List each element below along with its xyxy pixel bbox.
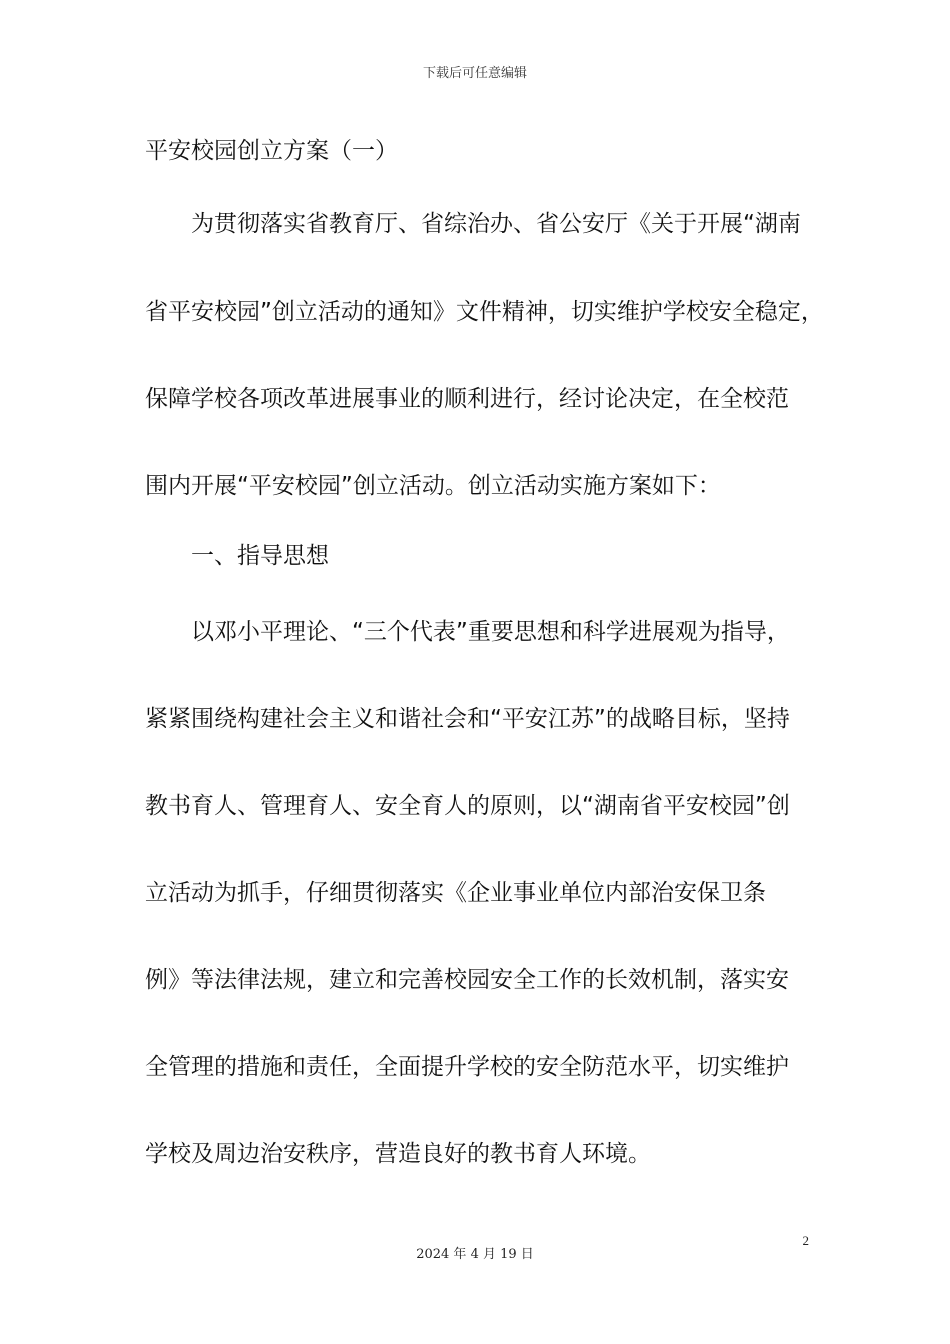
paragraph-line: 紧紧围绕构建社会主义和谐社会和“平安江苏”的战略目标，坚持: [145, 706, 790, 732]
paragraph-line: 立活动为抓手，仔细贯彻落实《企业事业单位内部治安保卫条: [145, 880, 766, 906]
paragraph-line: 学校及周边治安秩序，营造良好的教书育人环境。: [145, 1141, 651, 1167]
paragraph-line: 教书育人、管理育人、安全育人的原则，以“湖南省平安校园”创: [145, 793, 790, 819]
document-title: 平安校园创立方案（一）: [145, 138, 398, 164]
paragraph-line: 保障学校各项改革进展事业的顺利进行，经讨论决定，在全校范: [145, 386, 789, 412]
header-note: 下载后可任意编辑: [422, 66, 527, 81]
paragraph-line: 以邓小平理论、“三个代表”重要思想和科学进展观为指导，: [191, 619, 790, 645]
paragraph-line: 为贯彻落实省教育厅、省综治办、省公安厅《关于开展“湖南: [191, 211, 801, 237]
paragraph-line: 省平安校园”创立活动的通知》文件精神，切实维护学校安全稳定，: [145, 299, 824, 325]
footer-date: 2024 年 4 月 19 日: [416, 1247, 534, 1262]
paragraph-line: 全管理的措施和责任，全面提升学校的安全防范水平，切实维护: [145, 1054, 789, 1080]
section-heading: 一、指导思想: [191, 543, 329, 569]
paragraph-line: 例》等法律法规，建立和完善校园安全工作的长效机制，落实安: [145, 967, 789, 993]
paragraph-line: 围内开展“平安校园”创立活动。创立活动实施方案如下：: [145, 473, 721, 499]
page-number: 2: [802, 1233, 809, 1248]
